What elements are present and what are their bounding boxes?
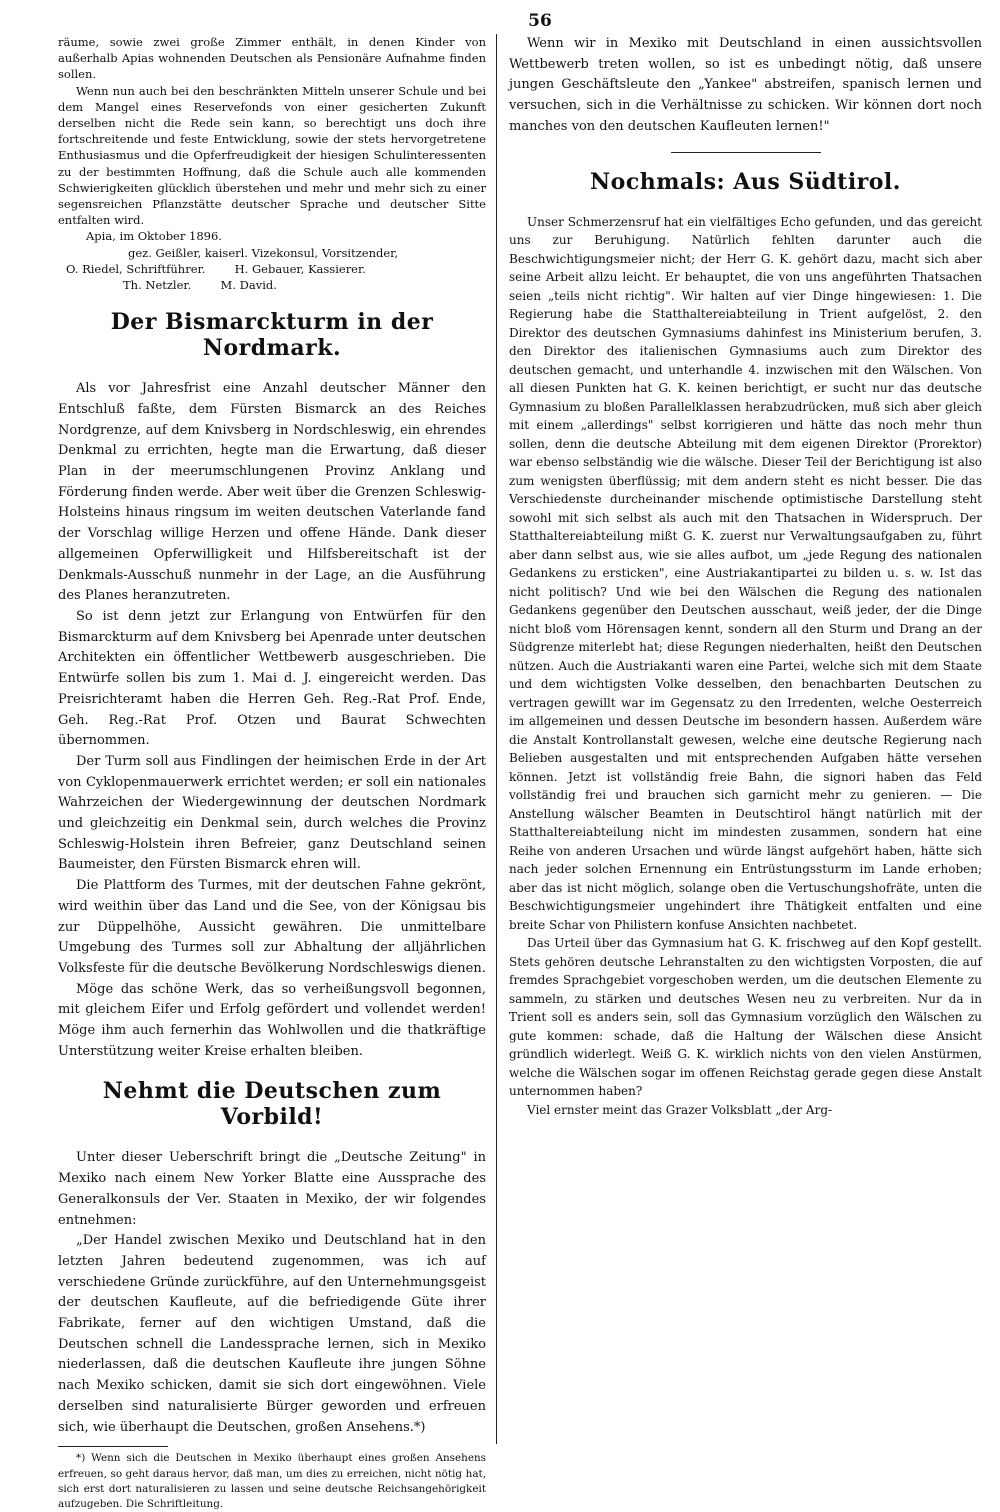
signature-line: Th. Netzler. M. David. [123,278,277,293]
article-paragraph: So ist denn jetzt zur Erlangung von Entwürfen für den Bismarckturm auf dem Knivsberg bei Apenrade unter deutschen Architekten ein öffentlicher Wettbewerb ausgeschrieben. Die Entwürfe sollen bis zum 1. Mai d. J. eingereicht werden. Das Preisrichteramt haben die Herren Geh. Reg.-Rat Prof. Ende, Geh. Reg.-Rat Prof. Otzen und Baurat Schwechten übernommen. [58,608,486,749]
signature-line: gez. Geißler, kaiserl. Vizekonsul, Vorsitzender, [128,245,399,260]
article-paragraph: Viel ernster meint das Grazer Volksblatt „der Arg- [527,1102,833,1117]
columns [58,34,982,1510]
signature-date: Apia, im Oktober 1896. [86,229,222,244]
article-paragraph: „Der Handel zwischen Mexiko und Deutschland hat in den letzten Jahren bedeutend zugenommen, was ich auf verschiedene Gründe zurückführe, auf den Unternehmungsgeist der deutschen Kaufleute, auf die befriedigende Güte ihrer Fabrikate, ferner auf den wichtigen Umstand, daß die Deutschen schnell die Landessprache lernen, sich in Mexiko niederlassen, daß die deutschen Kaufleute ihre jungen Söhne nach Mexiko schicken, damit sie sich dort eingewöhnen. Viele derselben sind naturalisierte Bürger geworden und erfreuen sich, wie überhaupt die Deutschen, großen Ansehens.*) [58,1233,486,1435]
article-paragraph: Möge das schöne Werk, das so verheißungsvoll begonnen, mit gleichem Eifer und Erfolg gefördert und vollendet werden! Möge ihm auch fernerhin das Wohlwollen und die thatkräftige Unterstützung weiter Kreise erhalten bleiben. [58,981,486,1059]
article-paragraph: Das Urteil über das Gymnasium hat G. K. frischweg auf den Kopf gestellt. Stets gehören deutsche Lehranstalten zu den wichtigsten Vorposten, die auf fremdes Sprachgebiet vorgeschoben werden, um die deutschen Elemente zu sammeln, zu stärken und deutsches Wesen neu zu verbreiten. Nur da in Trient soll es anders sein, soll das Gymnasium vorzüglich den Wälschen zu gute kommen: schade, daß die Haltung der Wälschen diese Ansicht gründlich widerlegt. Weiß G. K. wirklich nichts von den vielen Anstürmen, welche die Wälschen sogar im offenen Reichstag gerade gegen diese Anstalt unternommen haben? [509,936,982,1099]
intro-fragment: räume, sowie zwei große Zimmer enthält, in denen Kinder von außerhalb Apias wohnenden Deutschen als Pensionäre Aufnahme finden sollen. [58,35,486,82]
left-column [58,34,496,1510]
school-paragraph: Wenn nun auch bei den beschränkten Mitteln unserer Schule und bei dem Mangel eines Reservefonds von einer gesicherten Zukunft derselben nicht die Rede sein kann, so berechtigt uns doch ihre fortschreitende und feste Entwicklung, sowie der stets hervorgetretene Enthusiasmus und die Opferfreudigkeit der hiesigen Schulinteressenten zu der bestimmten Hoffnung, daß die Schule auch alle kommenden Schwierigkeiten glücklich überstehen und mehr und mehr sich zu einer segensreichen Pflanzstätte deutscher Sprache und deutscher Sitte entfalten wird. [58,83,486,228]
article-paragraph: Der Turm soll aus Findlingen der heimischen Erde in der Art von Cyklopenmauerwerk errichtet werden; er soll ein nationales Wahrzeichen der Wiedergewinnung der deutschen Nordmark und gleichzeitig ein Denkmal sein, durch welches die Provinz Schleswig-Holstein ihren Befreier, ganz Deutschland seinen Baumeister, den Fürsten Bismarck ehren will. [58,753,486,873]
article-paragraph: Unter dieser Ueberschrift bringt die „Deutsche Zeitung" in Mexiko nach einem New Yorker Blatte eine Aussprache des Generalkonsuls der Ver. Staaten in Mexiko, der wir folgendes entnehmen: [58,1150,486,1228]
page-number: 56 [528,11,552,31]
section-divider [671,152,821,153]
article-paragraph: Unser Schmerzensruf hat ein vielfältiges Echo gefunden, und das gereicht uns zur Beruhigung. Natürlich fehlten darunter auch die Beschwichtigungsmeier nicht; der Herr G. K. gehört dazu, macht sich aber seine Arbeit allzu leicht. Er behauptet, die von uns angeführten Thatsachen seien „teils nicht richtig". Wir halten auf vier Dinge hingewiesen: 1. Die Regierung habe die Statthaltereiabteilung in Trient aufgelöst, 2. den Direktor des deutschen Gymnasiums dahinfest ins Ministerium berufen, 3. den Direktor des italienischen Gymnasiums auch zum Direktor des deutschen gemacht, und unterhandle 4. inzwischen mit den Wälschen. Von all diesen Punkten hat G. K. keinen berichtigt, er sucht nur das deutsche Gymnasium zu bloßen Parallelklassen herabzudrücken, muß sich aber gleich mit einem „allerdings" selbst korrigieren und hätte das noch mehr thun sollen, denn die deutsche Abteilung mit dem eigenen Direktor (Prorektor) war ebenso selbständig wie die wälsche. Dieser Teil der Berichtigung ist also zum wenigsten überflüssig; mit dem andern steht es nicht besser. Die das Verschiedenste durcheinander mischende optimistische Darstellung steht sowohl mit sich selbst als auch mit den Thatsachen in Widerspruch. Der Statthaltereiabteilung mißt G. K. zuerst nur Verwaltungsaufgaben zu, führt aber dann selbst aus, wie sie alles aufbot, um „jede Regung des nationalen Gedankens zu ersticken", eine Austriakantipartei zu bilden u. s. w. Ist das nicht politisch? Und wie bei den Wälschen die Regung des nationalen Gedankens gegenüber den Deutschen ausschaut, weiß jeder, der die Dinge nicht bloß vom Hörensagen kennt, sondern all den Sturm und Drang an der Südgrenze miterlebt hat; diese Regungen niederhalten, heißt den Deutschen nützen. Auch die Austriakanti waren eine Partei, welche sich mit dem Staate und dem wichtigsten Volke desselben, den benachbarten Deutschen zu vertragen gewillt war im Gegensatz zu den Irredenten, welche Oesterreich im allgemeinen und dessen Deutsche im besondern hassen. Außerdem wäre die Anstalt Kontrollanstalt gewesen, welche eine deutsche Regierung nach Belieben ausgestalten und mit entsprechenden Aufgaben hätte versehen können. Jetzt ist vollständig freie Bahn, die signori haben das Feld vollständig frei und brauchen sich garnicht mehr zu genieren. — Die Anstellung wälscher Beamten in Deutschtirol hängt natürlich mit der Statthaltereiabteilung nicht im mindesten zusammen, sondern hat eine Reihe von anderen Ursachen und würde längst aufgehört haben, hätte sich nach jeder solchen Ernennung ein Entrüstungssturm im Lande erhoben; aber das ist nicht möglich, solange oben die Vertuschungshofräte, unten die Beschwichtigungsmeier ungehindert ihre Thätigkeit entfalten und eine breite Schar von Philistern konfuse Ansichten nachbetet. [509,214,982,932]
right-column [496,34,982,1444]
article-paragraph: Wenn wir in Mexiko mit Deutschland in einen aussichtsvollen Wettbewerb treten wollen, so ist es unbedingt nötig, daß unsere jungen Geschäftsleute den „Yankee" abstreifen, spanisch lernen und versuchen, sich in die Verhältnisse zu schicken. Wir können dort noch manches von den deutschen Kaufleuten lernen!" [509,36,982,134]
article-paragraph: Die Plattform des Turmes, mit der deutschen Fahne gekrönt, wird weithin über das Land und die See, von der Königsau bis zur Düppelhöhe, Aussicht gewähren. Die unmittelbare Umgebung des Turmes soll zur Abhaltung der alljährlichen Volksfeste für die deutsche Bevölkerung Nordschleswigs dienen. [58,878,486,976]
signature-line: O. Riedel, Schriftführer. H. Gebauer, Kassierer. [66,261,366,276]
heading-bismarckturm: Der Bismarckturm in der Nordmark. [110,309,434,362]
footnote-divider [58,1446,168,1447]
article-paragraph: Als vor Jahresfrist eine Anzahl deutscher Männer den Entschluß faßte, dem Fürsten Bismarck an des Reiches Nordgrenze, auf dem Knivsberg in Nordschleswig, ein ehrendes Denkmal zu errichten, hegte man die Erwartung, daß dieser Plan in der meerumschlungenen Provinz Anklang und Förderung finden werde. Aber weit über die Grenzen Schleswig-Holsteins hinaus ringsum im weiten deutschen Vaterlande fand der Vorschlag willige Herzen und offene Hände. Dank dieser allgemeinen Opferwilligkeit und Hilfsbereitschaft ist der Denkmals-Ausschuß nunmehr in der Lage, an die Ausführung des Planes heranzutreten. [58,381,486,604]
footnote: *) Wenn sich die Deutschen in Mexiko überhaupt eines großen Ansehens erfreuen, so geht daraus hervor, daß man, um dies zu erreichen, nicht nötig hat, sich erst dort naturalisieren zu lassen und seine deutsche Reichsangehörigkeit aufzugeben. Die Schriftleitung. [58,1452,486,1510]
heading-suedtirol: Nochmals: Aus Südtirol. [590,168,901,195]
signature-block [58,228,486,293]
heading-vorbild: Nehmt die Deutschen zum Vorbild! [102,1078,442,1131]
